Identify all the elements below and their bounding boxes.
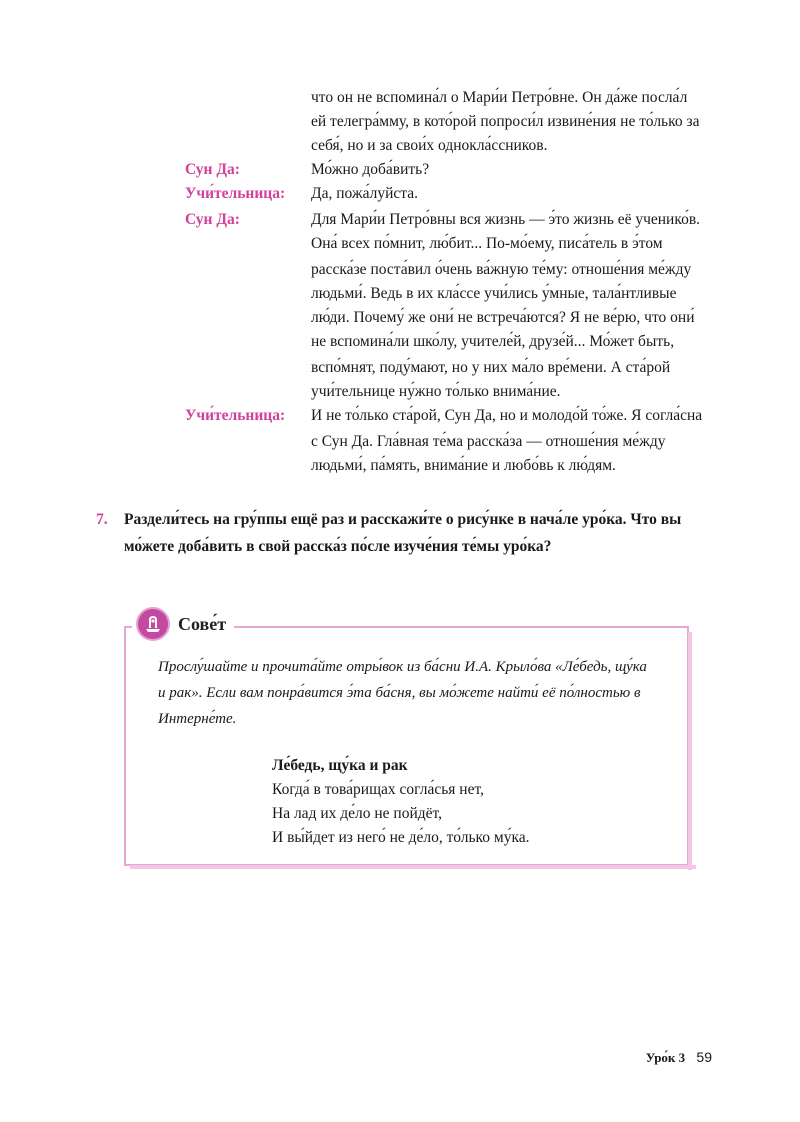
speaker-label: Сун Да: — [185, 161, 240, 178]
lesson-label: Уро́к 3 — [645, 1050, 686, 1065]
page-number: 59 — [696, 1049, 712, 1065]
advice-icon — [136, 607, 170, 641]
tip-title: Сове́т — [178, 613, 227, 634]
exercise-number: 7. — [96, 511, 108, 528]
tip-header — [132, 604, 234, 644]
dialogue-line: ей телегра́мму, в кото́рой попроси́л извине́ния не то́лько за — [311, 113, 700, 130]
dialogue-line: людьми́. Ведь в их кла́ссе учи́лись у́мные, тала́нтливые — [311, 285, 677, 302]
exercise-text: мо́жете доба́вить в свой расска́з по́сле изуче́ния те́мы уро́ка? — [124, 538, 552, 555]
dialogue-line: Для Мари́и Петро́вны вся жизнь — э́то жизнь её ученико́в. — [311, 211, 701, 228]
tip-box-shadow — [688, 632, 692, 870]
tip-text: Прослу́шайте и прочита́йте отры́вок из ба́сни И.А. Крыло́ва «Ле́бедь, щу́ка — [158, 659, 647, 675]
dialogue-line: людьми́, па́мять, внима́ние и любо́вь к лю́дям. — [311, 457, 616, 474]
exercise-text: Раздели́тесь на гру́ппы ещё раз и расскажи́те о рису́нке в нача́ле уро́ка. Что вы — [124, 511, 682, 528]
dialogue-line: что он не вспомина́л о Мари́и Петро́вне. Он да́же посла́л — [311, 89, 688, 106]
poem-line: Когда́ в това́рищах согла́сья нет, — [272, 781, 484, 798]
speaker-label: Учи́тельница: — [185, 185, 286, 202]
dialogue-line: вспо́мнят, поду́мают, но у них ма́ло вре́мени. А ста́рой — [311, 359, 671, 376]
dialogue-line: И не то́лько ста́рой, Сун Да, но и молодо́й то́же. Я согла́сна — [311, 407, 703, 424]
dialogue-line: Мо́жно доба́вить? — [311, 161, 430, 178]
dialogue-line: Она́ всех по́мнит, лю́бит... По-мо́ему, писа́тель в э́том — [311, 235, 663, 252]
dialogue-line: себя́, но и за свои́х однокла́ссников. — [311, 137, 548, 154]
tip-box-shadow — [130, 865, 696, 869]
dialogue-line: учи́тельнице ну́жно то́лько внима́ние. — [311, 383, 561, 400]
poem-line: На лад их де́ло не пойдёт, — [272, 805, 443, 822]
tip-text: Интерне́те. — [158, 711, 237, 727]
speaker-label: Учи́тельница: — [185, 407, 286, 424]
dialogue-line: с Сун Да. Гла́вная те́ма расска́за — отноше́ния ме́жду — [311, 433, 666, 450]
dialogue-line: расска́зе поста́вил о́чень ва́жную те́му: отноше́ния ме́жду — [311, 261, 692, 278]
tip-text: и рак». Если вам понра́вится э́та ба́сня, вы мо́жете найти́ её по́лностью в — [158, 685, 641, 701]
speaker-label: Сун Да: — [185, 211, 240, 228]
poem-line: И вы́йдет из него́ не де́ло, то́лько му́ка. — [272, 829, 530, 846]
page-footer — [646, 1049, 712, 1066]
dialogue-line: лю́ди. Почему́ же они́ не встреча́ются? Я не ве́рю, что они́ — [311, 309, 695, 326]
dialogue-line: не вспомина́ли шко́лу, учителе́й, друзе́й... Мо́жет быть, — [311, 333, 675, 350]
dialogue-line: Да, пожа́луйста. — [311, 185, 418, 202]
poem-title: Ле́бедь, щу́ка и рак — [272, 757, 408, 774]
